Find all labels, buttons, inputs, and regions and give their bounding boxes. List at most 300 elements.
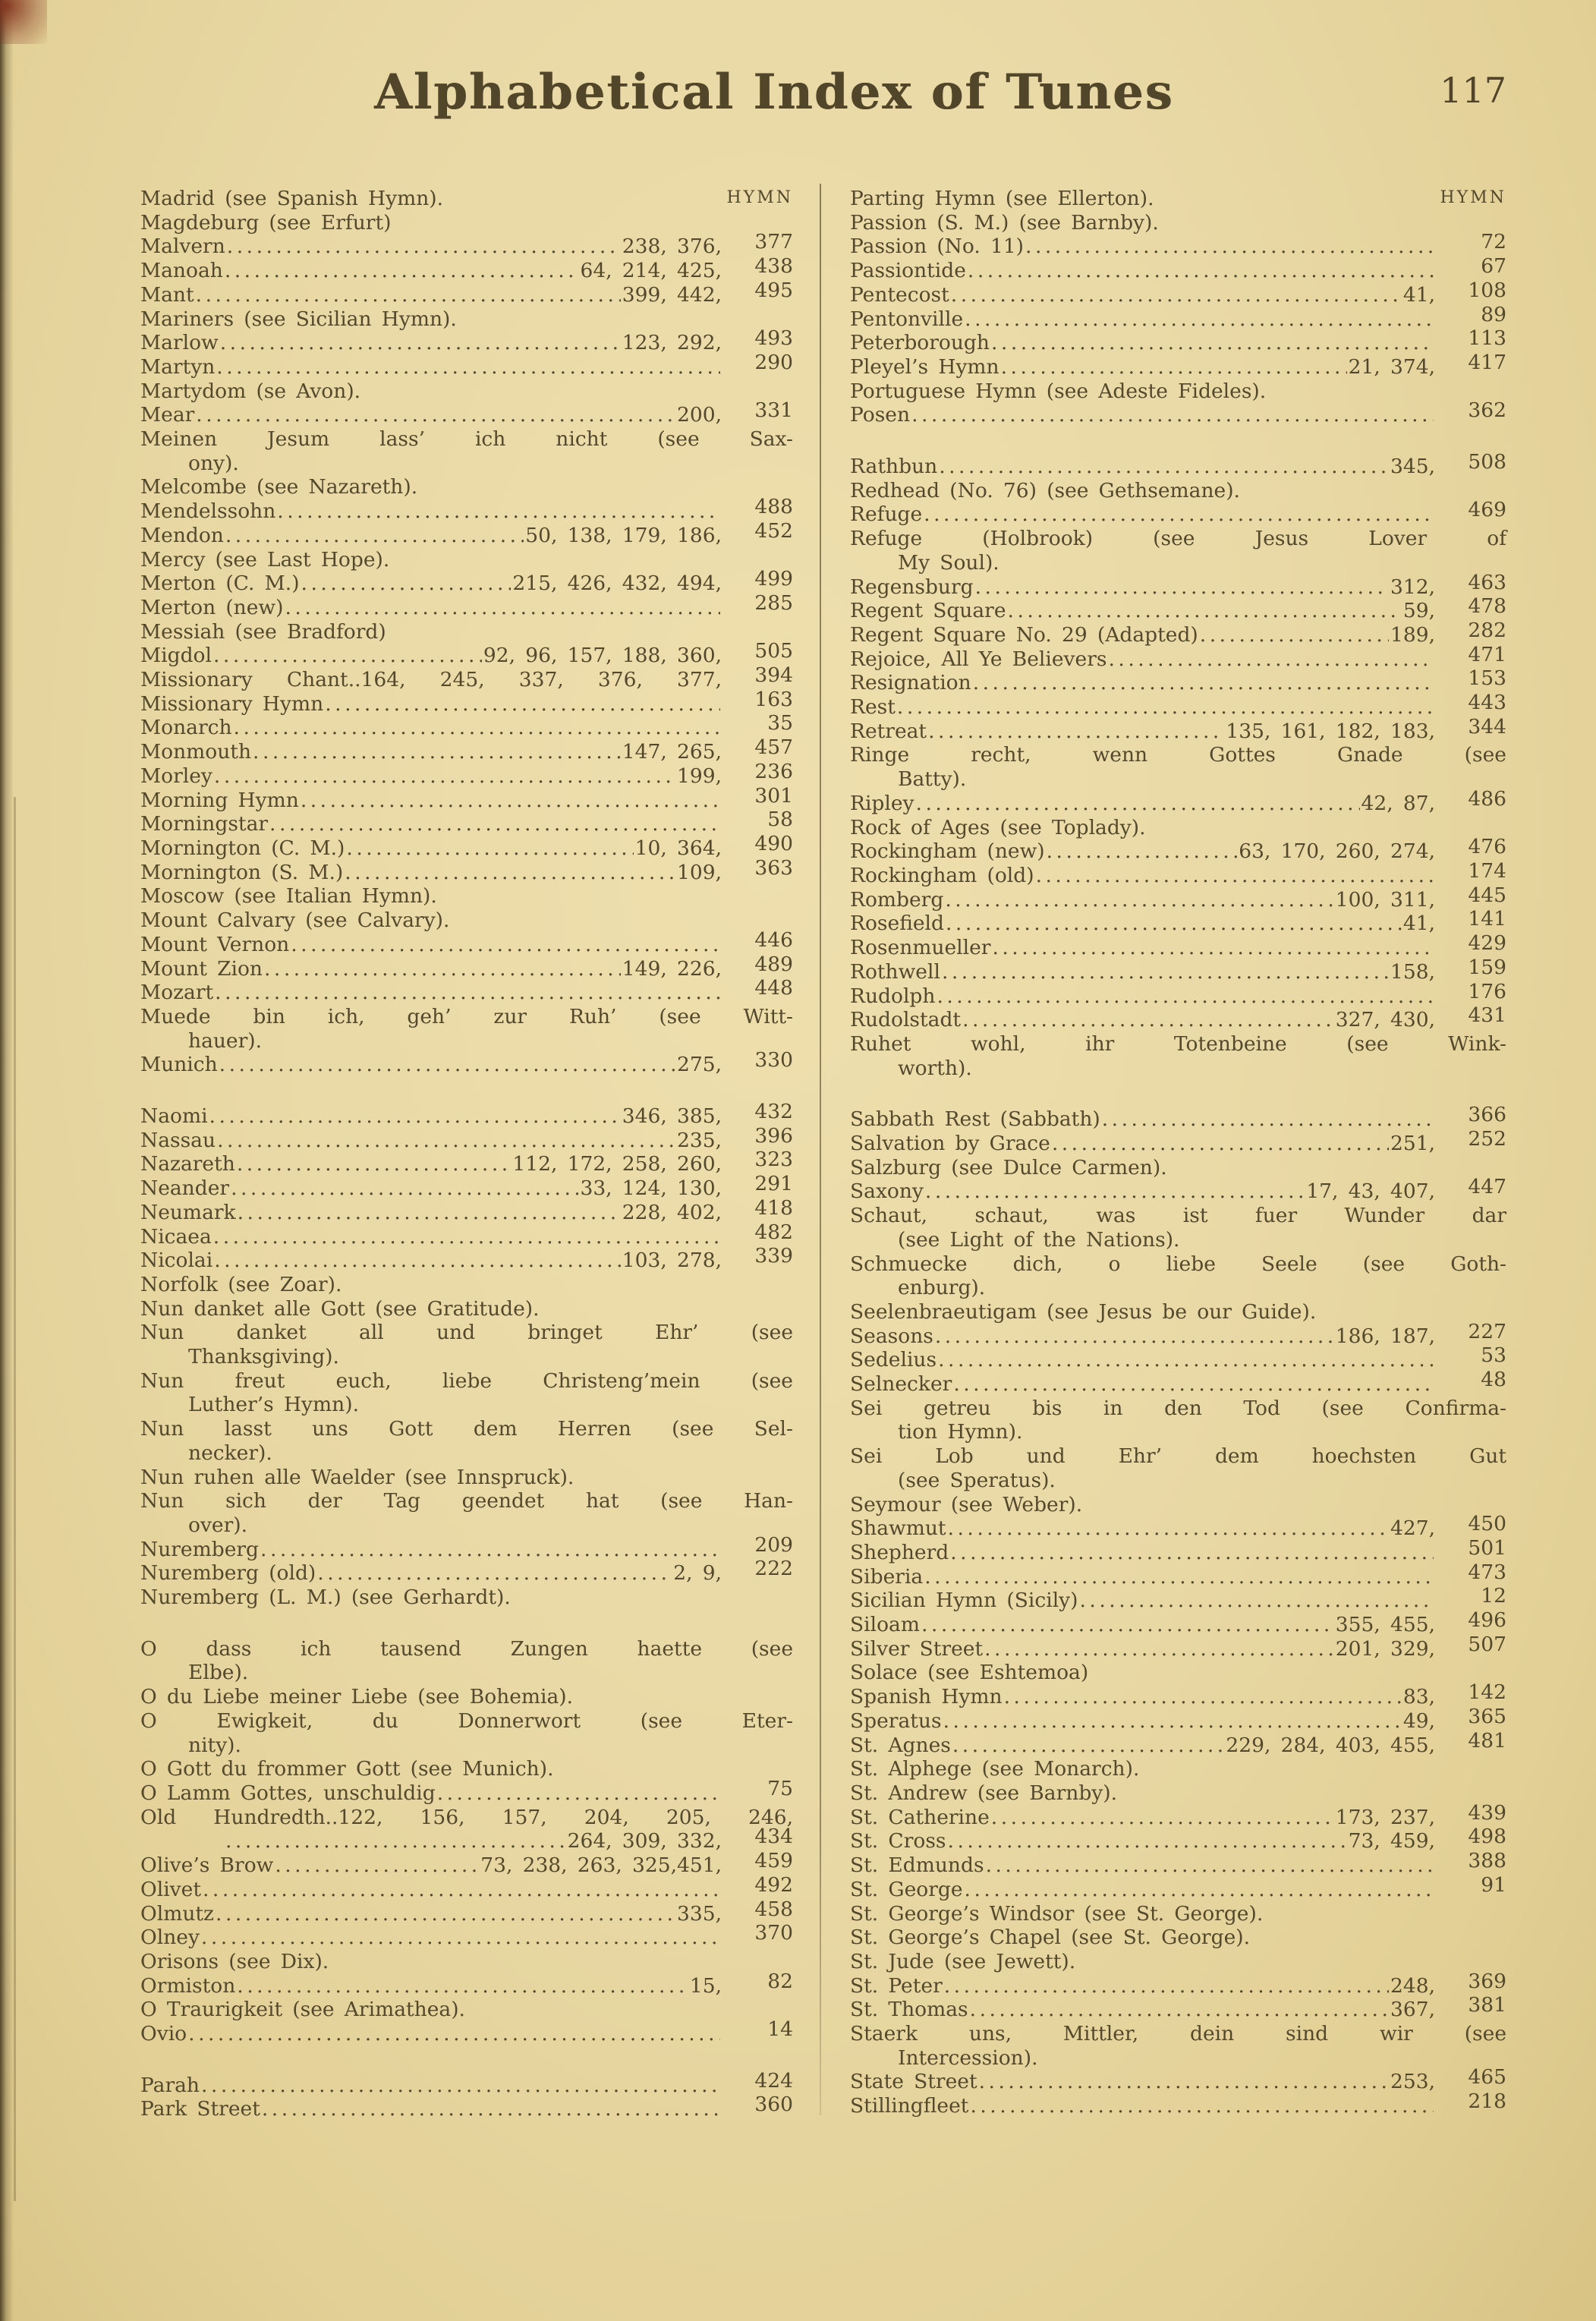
dot-leader	[437, 1781, 720, 1806]
tune-name: Ringe recht, wenn Gottes Gnade (see	[850, 743, 1506, 767]
dot-leader	[939, 455, 1389, 479]
index-entry-line	[850, 1228, 1506, 1252]
dot-leader	[992, 936, 1434, 960]
tune-name: Speratus	[850, 1708, 942, 1733]
tune-name: Mercy (see Last Hope).	[140, 547, 390, 572]
hymn-refs: 228, 402,	[622, 1200, 722, 1224]
hymn-refs: 83,	[1402, 1685, 1435, 1709]
dot-leader	[234, 716, 720, 740]
tune-name: Pentonville	[850, 307, 964, 331]
dot-leader	[325, 692, 720, 716]
page-title: Alphabetical Index of Tunes	[374, 64, 1174, 121]
dot-leader	[924, 1565, 1434, 1589]
tune-name: Nuremberg (L. M.) (see Gerhardt).	[140, 1586, 511, 1610]
tune-name: Merton (new)	[140, 595, 284, 619]
tune-name: St. Edmunds	[850, 1853, 984, 1878]
tune-name: Ruhet wohl, ihr Totenbeine (see Wink-	[850, 1031, 1506, 1056]
dot-leader	[196, 403, 675, 427]
index-entry-line	[850, 302, 1506, 332]
hymn-refs: 327, 430,	[1335, 1008, 1435, 1032]
index-entry-line	[850, 2022, 1506, 2046]
index-entry-line	[850, 931, 1506, 960]
dot-leader	[260, 1538, 720, 1562]
tune-name: Nicaea	[140, 1224, 212, 1249]
tune-name: St. Peter	[850, 1973, 943, 1998]
index-entry-line	[140, 1123, 793, 1153]
index-entry-line	[140, 398, 793, 427]
index-entry-line	[140, 1513, 793, 1538]
tune-name: Passion (No. 11)	[850, 235, 1025, 259]
hymn-column-label-left: HYMN	[726, 188, 793, 207]
tune-name: Norfolk (see Zoar).	[140, 1272, 342, 1296]
dot-leader	[1200, 623, 1389, 647]
dot-leader	[991, 331, 1434, 355]
dot-leader	[203, 1878, 720, 1902]
hymn-number: 499	[754, 567, 793, 591]
dot-leader	[973, 671, 1434, 695]
tune-name: Refuge (Holbrook) (see Jesus Lover of	[850, 527, 1506, 551]
tune-name: Elbe).	[188, 1661, 249, 1685]
index-entry-line	[140, 548, 793, 572]
dot-leader	[1004, 1685, 1402, 1709]
index-entry-line	[850, 2046, 1506, 2071]
hymn-number: 452	[754, 518, 793, 543]
tune-name: Spanish Hymn	[850, 1685, 1003, 1709]
dot-leader	[225, 1829, 566, 1853]
index-entry-line	[140, 1297, 793, 1321]
hymn-number: 493	[754, 326, 793, 351]
tune-name: Magdeburg (see Erfurt)	[140, 210, 392, 235]
hymn-refs: 367,	[1390, 1998, 1435, 2022]
tune-name: Rest	[850, 695, 896, 720]
index-entry-line	[850, 1781, 1506, 1806]
hymn-number: 174	[1468, 858, 1506, 883]
hymn-number: 366	[1468, 1103, 1506, 1127]
index-entry-line	[850, 498, 1506, 527]
hymn-refs: 427,	[1390, 1516, 1435, 1541]
hymn-number: 394	[754, 663, 793, 688]
hymn-number: 365	[1468, 1704, 1506, 1728]
tune-name: Nazareth	[140, 1152, 235, 1176]
hymn-refs: 215, 426, 432, 494,	[512, 572, 722, 596]
tune-name: Passion (S. M.) (see Barnby).	[850, 210, 1159, 235]
tune-name: Intercession).	[898, 2045, 1038, 2070]
tune-name: Mornington (S. M.)	[140, 860, 344, 884]
index-entry-line	[140, 452, 793, 476]
dot-leader	[301, 572, 512, 596]
index-entry-line	[850, 1276, 1506, 1300]
tune-name: necker).	[188, 1441, 272, 1465]
hymn-refs: 103, 278,	[622, 1249, 722, 1273]
index-entry-line	[850, 1872, 1506, 1902]
tune-name: Naomi	[140, 1104, 208, 1129]
index-entry-line	[140, 1637, 793, 1661]
index-entry-line	[850, 1728, 1506, 1758]
hymn-refs: 248,	[1390, 1973, 1435, 1998]
hymn-number: 176	[1468, 979, 1506, 1003]
hymn-number: 445	[1468, 883, 1506, 907]
hymn-refs: 17, 43, 407,	[1306, 1179, 1435, 1204]
dot-leader	[943, 1709, 1402, 1734]
dot-leader	[1047, 839, 1238, 864]
tune-name: Mear	[140, 403, 195, 427]
hymn-refs: 49,	[1402, 1708, 1435, 1733]
hymn-number: 53	[1481, 1343, 1506, 1368]
index-entry-line	[850, 1003, 1506, 1032]
hymn-refs: 229, 284, 403, 455,	[1226, 1733, 1435, 1757]
dot-leader	[1052, 1132, 1389, 1156]
tune-name: Redhead (No. 76) (see Gethsemane).	[850, 478, 1240, 502]
hymn-refs: 123, 292,	[622, 331, 722, 355]
dot-leader	[275, 1853, 479, 1878]
dot-leader	[215, 981, 720, 1005]
dot-leader	[1108, 647, 1434, 672]
tune-name: Melcombe (see Nazareth).	[140, 475, 418, 499]
index-entry-line	[140, 211, 793, 235]
index-entry-line	[140, 1048, 793, 1077]
hymn-refs: 41,	[1402, 282, 1435, 307]
index-entry-line	[850, 835, 1506, 864]
hymn-refs: 199,	[676, 764, 722, 788]
tune-name: Migdol	[140, 644, 212, 668]
hymn-number: 495	[754, 278, 793, 302]
hymn-refs: 21, 374,	[1348, 354, 1435, 379]
index-entry-line	[140, 427, 793, 452]
index-entry-line	[850, 479, 1506, 503]
dot-leader	[951, 283, 1402, 307]
hymn-number: 439	[1468, 1800, 1506, 1825]
hymn-number: 498	[1468, 1825, 1506, 1849]
tune-name: ony).	[188, 451, 239, 475]
tune-name: Staerk uns, Mittler, dein sind wir (see	[850, 2022, 1506, 2046]
index-entry-line	[850, 907, 1506, 936]
page-number: 117	[1440, 70, 1506, 111]
dot-leader	[285, 596, 720, 620]
index-entry-line	[140, 1777, 793, 1806]
tune-name: Salvation by Grace	[850, 1132, 1050, 1156]
hymn-number: 67	[1481, 254, 1506, 279]
tune-name: St. Cross	[850, 1829, 946, 1853]
index-entry-line	[850, 551, 1506, 575]
dot-leader	[965, 1878, 1434, 1902]
hymn-refs: 186, 187,	[1335, 1324, 1435, 1348]
hymn-number: 388	[1468, 1849, 1506, 1873]
tune-name: Peterborough	[850, 331, 990, 355]
tune-name: Madrid (see Spanish Hymn).	[140, 187, 444, 210]
tune-name: Nun freut euch, liebe Christeng’mein (see	[140, 1368, 793, 1393]
tune-name: Rejoice, All Ye Believers	[850, 647, 1107, 671]
hymn-number: 490	[754, 831, 793, 855]
dot-leader	[928, 720, 1224, 744]
index-entry-line	[140, 230, 793, 259]
index-entry-line	[140, 1969, 793, 1998]
index-entry-line	[140, 307, 793, 332]
index-entry-line	[140, 254, 793, 283]
index-entry-line	[850, 816, 1506, 840]
hymn-refs: 100, 311,	[1335, 887, 1435, 912]
dot-leader	[953, 1372, 1434, 1397]
hymn-refs: 92, 96, 157, 188, 360,	[483, 644, 722, 668]
hymn-number: 501	[1468, 1535, 1506, 1560]
hymn-number: 35	[767, 711, 793, 735]
index-entry-line	[850, 767, 1506, 792]
index-entry-line	[850, 326, 1506, 355]
hymn-refs: 253,	[1390, 2070, 1435, 2094]
index-entry-line	[140, 1369, 793, 1394]
index-entry-line	[850, 1103, 1506, 1132]
dot-leader	[216, 355, 720, 379]
tune-name: Resignation	[850, 671, 971, 695]
tune-name: St. George’s Windsor (see St. George).	[850, 1901, 1264, 1926]
index-entry-line	[140, 1100, 793, 1129]
index-entry-line	[850, 691, 1506, 720]
index-entry-line	[140, 1417, 793, 1441]
index-entry-line	[140, 1345, 793, 1369]
index-entry-line	[140, 687, 793, 716]
hymn-refs: 63, 170, 260, 274,	[1239, 839, 1435, 864]
tune-name: Nuremberg (old)	[140, 1561, 316, 1586]
tune-name: Nun danket all und bringet Ehr’ (see	[140, 1321, 793, 1345]
tune-name: Old Hundredth..122, 156, 157, 204, 205, 246,	[140, 1805, 793, 1829]
index-entry-line	[850, 527, 1506, 551]
index-entry-line	[850, 594, 1506, 623]
dot-leader	[216, 1902, 675, 1926]
tune-name: Ovio	[140, 2022, 187, 2046]
tune-name: Ormiston	[140, 1973, 236, 1998]
index-entry-line	[850, 278, 1506, 307]
index-entry-line	[140, 2093, 793, 2121]
index-entry-line	[850, 618, 1506, 647]
tune-name: Rosenmueller	[850, 936, 991, 960]
hymn-number: 14	[767, 2017, 793, 2042]
tune-name: Parah	[140, 2073, 200, 2097]
index-entry-line	[850, 1757, 1506, 1781]
tune-name: Mant	[140, 282, 194, 307]
dot-leader	[188, 2022, 720, 2046]
tune-name: St. Jude (see Jewett).	[850, 1949, 1076, 1973]
hymn-number: 443	[1468, 691, 1506, 715]
hymn-number: 163	[754, 687, 793, 711]
tune-name: Siberia	[850, 1564, 924, 1589]
hymn-number: 431	[1468, 1003, 1506, 1028]
tune-name: Mariners (see Sicilian Hymn).	[140, 307, 457, 331]
index-entry-line	[140, 620, 793, 644]
index-entry-line	[850, 1535, 1506, 1565]
tune-name: Rothwell	[850, 959, 940, 984]
tune-name: Rudolph	[850, 984, 936, 1008]
dot-leader	[264, 957, 621, 981]
tune-name: Regensburg	[850, 575, 974, 599]
hymn-number: 159	[1468, 955, 1506, 979]
index-entry-line	[140, 1220, 793, 1249]
tune-name: Orisons (see Dix).	[140, 1949, 329, 1973]
hymn-refs: 73, 459,	[1348, 1829, 1435, 1853]
tune-name: Missionary Hymn	[140, 691, 324, 716]
hymn-number: 473	[1468, 1560, 1506, 1584]
index-entry-line	[140, 711, 793, 740]
tune-name: Nun danket alle Gott (see Gratitude).	[140, 1296, 540, 1321]
tune-name: Romberg	[850, 887, 944, 912]
tune-name: Mount Vernon	[140, 932, 290, 956]
index-entry-line	[850, 1608, 1506, 1637]
dot-leader	[209, 1104, 621, 1129]
hymn-number: 141	[1468, 907, 1506, 931]
hymn-number: 282	[1468, 618, 1506, 642]
tune-name: tion Hymn).	[898, 1420, 1023, 1444]
hymn-number: 344	[1468, 714, 1506, 738]
hymn-refs: 238, 376,	[622, 235, 722, 259]
dot-leader	[948, 1829, 1347, 1853]
index-entry-line	[140, 187, 793, 211]
index-entry-line	[850, 398, 1506, 427]
dot-leader	[897, 695, 1434, 720]
tune-name: Saxony	[850, 1179, 924, 1204]
index-columns	[140, 187, 1506, 2121]
tune-name: Parting Hymn (see Ellerton).	[850, 187, 1154, 210]
dot-leader	[201, 2074, 720, 2098]
hymn-refs: 235,	[676, 1128, 722, 1152]
dot-leader	[237, 1152, 512, 1176]
tune-name: Park Street	[140, 2097, 260, 2121]
tune-name: Luther’s Hymn).	[188, 1393, 359, 1417]
dot-leader	[938, 1348, 1434, 1372]
tune-name: Mount Calvary (see Calvary).	[140, 909, 450, 933]
tune-name: Nun ruhen alle Waelder (see Innspruck).	[140, 1465, 574, 1489]
index-entry-line	[140, 1757, 793, 1781]
index-entry-line	[140, 1195, 793, 1225]
hymn-refs: 135, 161, 182, 183,	[1226, 719, 1435, 743]
dot-leader	[269, 812, 720, 836]
hymn-number: 448	[754, 976, 793, 1000]
dot-leader	[219, 1053, 675, 1077]
tune-name: Moscow (see Italian Hymn).	[140, 884, 437, 909]
tune-name: St. George’s Chapel (see St. George).	[850, 1926, 1251, 1950]
index-entry-line	[140, 1148, 793, 1176]
dot-leader	[317, 1561, 672, 1586]
dot-leader	[237, 1974, 688, 1998]
hymn-number: 370	[754, 1921, 793, 1945]
dot-leader	[214, 1249, 621, 1273]
index-entry-line	[850, 1969, 1506, 1998]
tune-name: Thanksgiving).	[188, 1345, 339, 1369]
hymn-refs: 200,	[676, 403, 722, 427]
index-entry-line	[850, 1469, 1506, 1493]
hymn-number: 465	[1468, 2065, 1506, 2090]
hymn-number: 482	[754, 1220, 793, 1244]
index-entry-line	[140, 1950, 793, 1974]
index-entry-line	[140, 808, 793, 836]
index-entry-line	[850, 1849, 1506, 1878]
tune-name: Olney	[140, 1926, 200, 1950]
index-entry-line	[850, 979, 1506, 1009]
tune-name: Mendon	[140, 523, 224, 547]
hymn-refs: 42, 87,	[1361, 791, 1435, 815]
hymn-number: 360	[754, 2093, 793, 2117]
hymn-number: 89	[1481, 302, 1506, 326]
index-entry-line	[850, 1156, 1506, 1180]
tune-name: Seymour (see Weber).	[850, 1492, 1083, 1516]
hymn-refs: 10, 364,	[634, 836, 722, 860]
tune-name: Martydom (se Avon).	[140, 379, 361, 403]
hymn-number: 323	[754, 1148, 793, 1172]
dot-leader	[924, 502, 1434, 527]
dot-leader	[984, 1637, 1334, 1661]
hymn-number: 377	[754, 230, 793, 254]
index-entry-line	[850, 714, 1506, 744]
index-entry-line	[140, 1849, 793, 1878]
hymn-number: 209	[754, 1532, 793, 1557]
dot-leader	[291, 933, 720, 957]
tune-name: Seasons	[850, 1324, 933, 1348]
index-entry-line	[850, 211, 1506, 235]
tune-name: Salzburg (see Dulce Carmen).	[850, 1155, 1167, 1179]
dot-leader	[986, 1853, 1434, 1878]
tune-name: My Soul).	[898, 550, 999, 575]
index-entry-line	[850, 786, 1506, 816]
dot-leader	[220, 331, 621, 355]
hymn-number: 507	[1468, 1632, 1506, 1656]
index-entry-line	[140, 639, 793, 668]
tune-name: Rockingham (old)	[850, 863, 1034, 887]
tune-name: Olmutz	[140, 1901, 215, 1926]
index-entry-line	[140, 909, 793, 933]
index-column-right	[850, 187, 1506, 2121]
index-entry-line	[850, 883, 1506, 912]
tune-name: Missionary Chant..164, 245, 337, 376, 377,	[140, 668, 722, 692]
index-entry-line	[850, 1902, 1506, 1926]
hymn-number: 290	[754, 350, 793, 374]
tune-name: Shepherd	[850, 1540, 949, 1564]
tune-name: Sei Lob und Ehr’ dem hoechsten Gut	[850, 1444, 1506, 1469]
tune-name: Martyn	[140, 354, 216, 379]
hymn-number: 113	[1468, 326, 1506, 351]
dot-leader	[911, 403, 1434, 427]
index-entry-line	[140, 1921, 793, 1950]
index-entry-line	[850, 1584, 1506, 1613]
index-entry-line	[850, 858, 1506, 888]
tune-name: Pleyel’s Hymn	[850, 354, 999, 379]
dot-leader	[1036, 864, 1434, 888]
tune-name: Silver Street	[850, 1636, 984, 1661]
tune-name: Portuguese Hymn (see Adeste Fideles).	[850, 379, 1267, 403]
tune-name: St. Andrew (see Barnby).	[850, 1781, 1118, 1805]
index-entry-line	[850, 1512, 1506, 1541]
hymn-number: 476	[1468, 835, 1506, 859]
tune-name: O Gott du frommer Gott (see Munich).	[140, 1757, 554, 1781]
index-entry-line	[850, 1632, 1506, 1661]
index-entry-line	[850, 1252, 1506, 1277]
tune-name: St. Alphege (see Monarch).	[850, 1757, 1140, 1781]
hymn-number: 447	[1468, 1175, 1506, 1199]
dot-leader	[1001, 355, 1347, 379]
hymn-number: 429	[1468, 931, 1506, 956]
tune-name: O Traurigkeit (see Arimathea).	[140, 1998, 465, 2022]
dot-leader	[948, 1516, 1389, 1541]
tune-name: Morningstar	[140, 812, 269, 836]
tune-name: Mount Zion	[140, 956, 263, 981]
hymn-number: 363	[754, 855, 793, 880]
index-entry-line	[850, 1926, 1506, 1950]
index-entry-line	[140, 475, 793, 499]
hymn-refs: 50, 138, 179, 186,	[525, 523, 722, 547]
tune-name: Monarch	[140, 716, 232, 740]
index-entry-line	[140, 1273, 793, 1297]
index-entry-line	[850, 1397, 1506, 1421]
tune-name: Stillingfleet	[850, 2094, 969, 2118]
index-entry-line	[850, 955, 1506, 984]
hymn-number: 301	[754, 783, 793, 808]
hymn-number: 12	[1481, 1584, 1506, 1608]
